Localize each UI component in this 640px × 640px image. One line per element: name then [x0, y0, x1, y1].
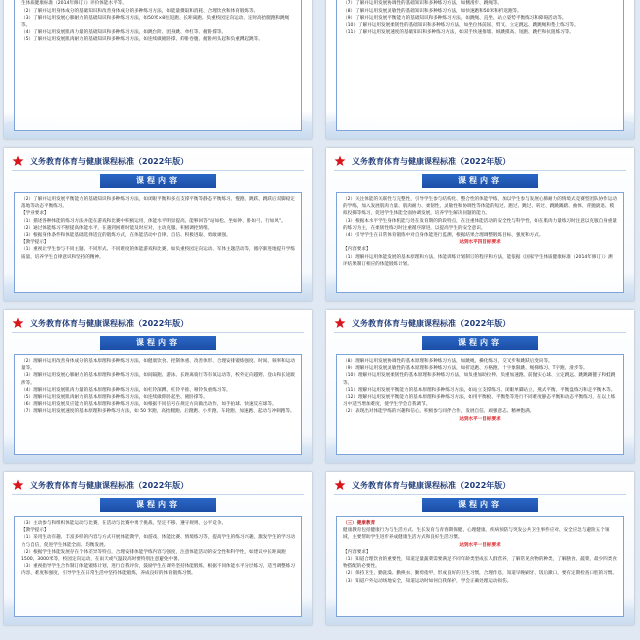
content-line: （三）健康教育: [343, 521, 376, 526]
header-divider: [12, 494, 304, 495]
section-banner: 课程内容: [100, 498, 216, 512]
content-line: （2）保持卫生，勤洗澡、勤换衣、勤剪指甲，形成良好的卫生习惯，合理作息，知道早晚刷牙、饭后漱口，要有定期检查口腔的习惯。: [343, 571, 617, 577]
slide-header: [334, 154, 510, 168]
content-box: [14, 354, 302, 455]
slide-thumbnail-1[interactable]: [4, 0, 312, 139]
slide-title: 义务教育体育与健康课程标准（2022年版）: [352, 156, 511, 166]
content-line: （3）理解并运用发展心肺耐力的基本原理和多种练习方法，如间隔跑、游泳、长距离骑行等有氧运动等，校外定向越野、登山和长途跋涉等。: [21, 373, 295, 386]
content-line: （9）理解并运用发展灵敏性的基本原理和多种练习方法，如折返跑、方格跑、十字象限跳、绳梯练习、T字跑、滑步等。: [343, 366, 588, 372]
content-line: （2）理解并运用改善身体成分的基本原理和多种练习方法，如健康饮食、控制体重、改善体形、合理安排锻炼强度、时间、频率和运动量等。: [21, 359, 295, 372]
content-line: （1）采用生动有趣、丰富多样的内容与方式开展体能教学，如游戏、体能比赛、情境练习等，提高学生的练习兴趣，激发学生的学习动力与自信，促进学生体能全面、均衡发展。: [21, 535, 295, 548]
content-line: （7）理解并运用发展速度的基本原理和多种练习方法，如 50 米跑、高抬腿跑、后蹬跑、小步跑、车轮跑、加速跑、起动与冲刺跑等。: [21, 409, 295, 415]
section-banner: 课程内容: [422, 174, 538, 188]
content-line: （3）知道户外运动场地安全，知道运动时如何自我保护，学会正确处理运动损伤。: [343, 578, 512, 584]
content-line: （2）通过体能练习不断提高体能水平，在遇到困难时能及时应对，主动克服、积极调控情绪。: [21, 225, 213, 231]
slide-header: [334, 316, 510, 330]
content-box: [14, 516, 302, 617]
slide-thumbnail-8[interactable]: [326, 472, 634, 625]
content-line: （10）了解并运用发展柔韧性的基础知识和多种练习方法，如坐位体前屈、劈叉、立定跳远、跳跳绳和垫上练习等。: [343, 23, 579, 29]
content-line: （5）理解并运用发展肌肉耐力的基本原理和多种练习方法，如连续做仰卧起坐、俯卧撑等。: [21, 395, 208, 401]
content-box: [336, 0, 624, 131]
slide-header: [334, 478, 510, 492]
slide-thumbnail-2[interactable]: [326, 0, 634, 139]
content-line: 健康教育包括健康行为与生活方式、生长发育与青春期保健、心理健康、疾病预防与突发公共卫生事件应对、安全应急与避险五个领域，主要帮助学生进步养成健康生活方式和良好生活习惯。: [343, 528, 610, 541]
slide-title: 义务教育体育与健康课程标准（2022年版）: [352, 318, 511, 328]
content-line: （2）了解并运用身体成分的基础知识和改善身体成分的多种练习方法，如能量摄取和消耗、合理饮食和体育锻炼等。: [21, 8, 259, 14]
content-line: （5）了解并运用发展肌肉耐力的基础知识和多种练习方法，如连续做俯卧撑、仰卧卷腹、俯卧两头起和负重蹲起跳等。: [21, 37, 263, 43]
slide-thumbnail-5[interactable]: [4, 310, 312, 463]
red-star-icon: [12, 479, 24, 491]
header-divider: [12, 170, 304, 171]
content-line: 【内容要求】: [343, 247, 371, 253]
red-star-icon: [334, 317, 346, 329]
slide-thumbnail-6[interactable]: [326, 310, 634, 463]
content-line: （4）理解并运用发展肌肉力量的基本原理和多种练习方法，如杠铃深蹲、杠铃平推、哑铃负重练习等。: [21, 387, 231, 393]
slide-thumbnail-7[interactable]: [4, 472, 312, 625]
content-line: （7）了解并运用发展协调性的基础知识和多种练习方法，如侧滑步、跳绳等。: [343, 1, 503, 7]
content-line: （2）根据学生体能发展存在个体差异等特点，合理安排体能学练内容与强度，注意体能活动的安全性和科学性，如建议中长距离跑1500、3000米等，校园定向运动，在雨天或气温较高时要特别注意避免中暑。: [21, 549, 286, 563]
content-line: （2）表现出对体能学练的兴趣和信心，积极参与同伴合作，发展自信、顽强意志、精神饱满。: [343, 409, 535, 415]
header-divider: [334, 332, 626, 333]
section-banner: 课程内容: [422, 498, 538, 512]
content-line: （12）理解并运用发展平衡能力的基本原理和多种练习方法，如用平衡板、平衡垫等进行不同难度静态平衡和动态平衡练习，在以上练习中适当增加难度，使学生学会自我调节。: [343, 395, 616, 408]
header-divider: [12, 332, 304, 333]
slide-title: 义务教育体育与健康课程标准（2022年版）: [30, 480, 189, 490]
content-line: （4）了解并运用发展肌肉力量的基础知识和多种练习方法，如跳台阶、团身跳、单杠等、俯卧撑等。: [21, 30, 227, 36]
content-line: （3）重视指导学生合作制订体能锻炼计划，进行自我评价，鼓励学生在课外坚持体能锻炼，根据不同体能水平分层练习，适当调整练习内容、难度和强度，引导学生在日常生活中坚持体能锻炼，养成良好的体育锻炼习惯。: [21, 564, 295, 577]
red-star-icon: [334, 479, 346, 491]
section-banner: 课程内容: [100, 336, 216, 350]
content-line: 【学业要求】: [21, 211, 49, 217]
content-line: 【教学提示】: [21, 240, 49, 246]
slide-header: [12, 478, 188, 492]
content-line: （3）了解并运用发展心肺耐力的基础知识和多种练习方法，如50米×8往返跑、长距离跑、负重校园定向运动、定时高抬腿跑和跳绳等。: [21, 15, 290, 29]
slide-header: [12, 154, 188, 168]
content-line: （3）根据本水平学生身体机能与处在发育期的阶段特点，在注重体能活动的安全性与科学性，如在肌肉力量练习时注意以克服自身重量的练习为主，在柔韧性练习时注重循序渐进，以提高学生的安全意识。: [343, 218, 617, 231]
slide-title: 义务教育体育与健康课程标准（2022年版）: [30, 156, 189, 166]
content-line: 达到水平一目标要求: [459, 416, 501, 422]
content-line: （8）理解并运用发展协调性的基本原理和多种练习方法，如跳绳、操化练习、交叉步和跳跃后变向等。: [343, 359, 553, 364]
slide-thumbnail-3[interactable]: [4, 148, 312, 301]
content-box: [336, 516, 624, 617]
red-star-icon: [12, 317, 24, 329]
slide-title: 义务教育体育与健康课程标准（2022年版）: [352, 480, 511, 490]
content-line: （3）根据身体条件和体能基础选择适宜的锻炼方式，在体能活动中自律、自信、积极进取、勇敢顽强。: [21, 233, 231, 239]
header-divider: [334, 170, 626, 171]
content-box: [14, 192, 302, 293]
content-line: 【内容要求】: [343, 549, 371, 555]
red-star-icon: [334, 155, 346, 167]
content-line: （1）知道合理饮食的重要性，知道足量蔬菜需要满足不同年龄类型成长人群营养，了解常见食物的种类，了解膳食、蔬菜，最少四类食物搭配的必要性。: [343, 557, 617, 570]
content-box: [336, 354, 624, 455]
content-line: 达到水平四目标要求: [459, 240, 501, 246]
slide-thumbnail-4[interactable]: [326, 148, 634, 301]
content-line: 【教学提示】: [21, 528, 49, 534]
content-box: [14, 0, 302, 131]
content-line: 达到水平一目标要求: [459, 542, 501, 548]
content-line: （11）了解并运用发展速度的基础知识和多种练习方法，如双手快速推墙、纵跳摸高、短跑、跳栏和抗阻练习等。: [343, 30, 574, 36]
content-line: 生体质健康标准（2014年修订）》评价体能水平等。: [21, 1, 127, 7]
section-banner: 课程内容: [422, 336, 538, 350]
content-line: （2）关注体能的关联性与完整性，引导学生参与结构化、整合性的体能学练，加以学生参与发展心肺耐力的情境式竞赛型团队协作运动的学练，加入发展肌肉力量、肌肉耐力、柔韧性、灵敏性和协调性等体能的短过、跑过、跳过、转过、跳跳踢踏、曲体、背抛滚退、模拟投掷等练习，促进学生体能全面协调发展，培养学生解决问题的能力。: [343, 197, 617, 217]
content-line: （1）描述各种体能的练习方法并能在游戏和比赛中积极运用，体能水平明显提高，能够回答“站如松、坐如钟、卧如弓、行如风”。: [21, 218, 286, 224]
slide-header: [12, 316, 188, 330]
content-line: （3）主动参与和组织体能运动与比赛，在活动与比赛中勇于挑战、坚定不移、遵守规则、公平竞争。: [21, 521, 227, 526]
content-line: （1）理解并运用体能发展的基本原理和方法，体能训练计划制订的程序和方法，能依据《国家学生体质健康标准（2014年修订）》测评结果制订相应的体能锻炼计划。: [343, 254, 613, 267]
header-divider: [334, 494, 626, 495]
section-banner: 课程内容: [100, 174, 216, 188]
content-line: （9）了解并运用发展平衡能力的基础知识和多种练习方法，如跳绳、直坐、站立姿势平衡练习和障碍活动等。: [343, 15, 567, 21]
slide-title: 义务教育体育与健康课程标准（2022年版）: [30, 318, 189, 328]
red-star-icon: [12, 155, 24, 167]
content-line: （8）了解并运用发展灵敏性的基础知识和多种练习方法，如快速跑和50米和折返跑等。: [343, 8, 522, 14]
content-line: （1）重视让学生参与不同主题、不同形式、不同难度的体能游戏和比赛，如负重校园定向运动、军体主题活动等，循序渐进地提升学练质量，培养学生自律意识和坚持的精神。: [21, 247, 295, 260]
content-box: [336, 192, 624, 293]
content-line: （6）理解并运用发展反应能力的基本原理和多种练习方法，如根据不同信号在规定方向做出动作，如手拍球、快速反应球等。: [21, 402, 277, 408]
content-line: （11）理解并运用发展平衡能力的基本原理和多种练习方法，如站立支撑练习、闭眼单脚站立、燕式平衡、平衡盘练习和走平衡木等。: [343, 387, 616, 393]
content-line: （10）理解并运用发展柔韧性的基本原理和多种练习方法，如负重加助拉伸、负重加速跑、前抛实心球、立定跳远、跳跳踢毽子和蛙跳等。: [343, 373, 616, 386]
content-line: （2）了解并运用发展平衡能力的基础知识和多种练习方法，如闭眼平衡和多点支撑平衡等静态平衡练习、慢跑、跳跃、跳跃后双脚稳定落地等动态平衡练习。: [21, 197, 295, 210]
content-line: （4）引导学生在日常体育锻炼中对自身体能进行监测，根据结果合理调整锻炼目标、强度和方式。: [343, 233, 544, 239]
